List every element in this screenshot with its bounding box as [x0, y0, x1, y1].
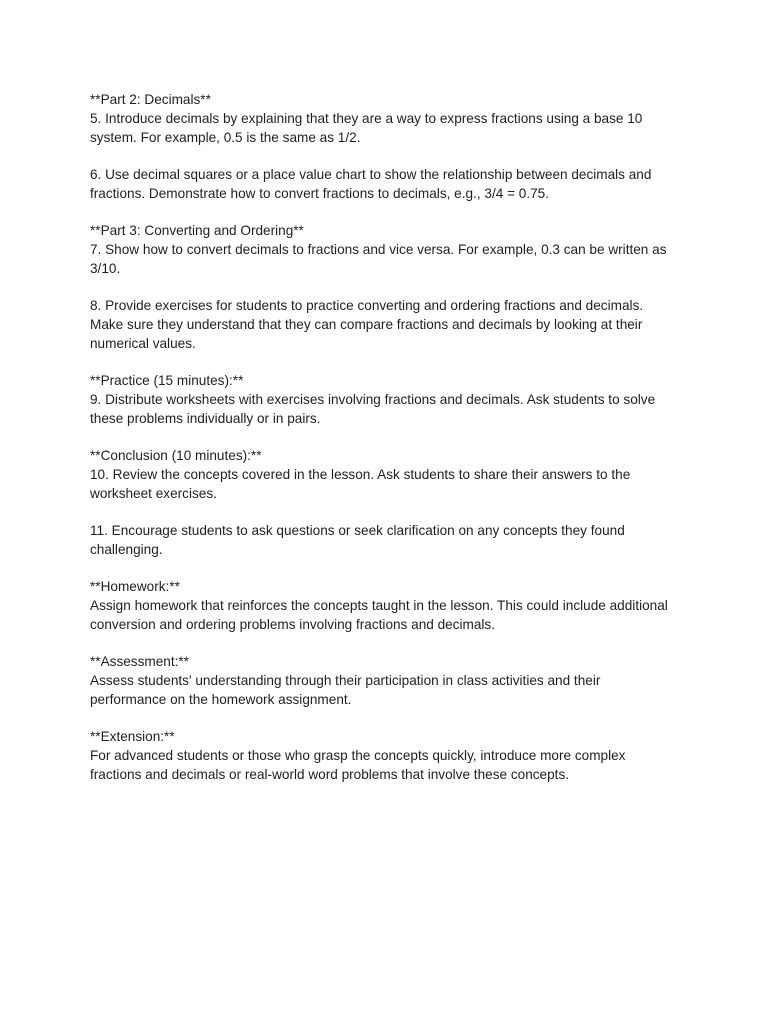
section-heading: **Extension:**	[90, 729, 175, 744]
paragraph-line: worksheet exercises.	[90, 486, 217, 501]
paragraph-line: performance on the homework assignment.	[90, 692, 352, 707]
paragraph-line: For advanced students or those who grasp the concepts quickly, introduce more complex	[90, 748, 626, 763]
section-heading: **Conclusion (10 minutes):**	[90, 448, 262, 463]
paragraph-line: 9. Distribute worksheets with exercises involving fractions and decimals. Ask students to solve	[90, 392, 656, 407]
paragraph-line: 8. Provide exercises for students to practice converting and ordering fractions and decimals.	[90, 298, 644, 313]
section-heading: **Part 2: Decimals**	[90, 92, 211, 107]
paragraph-line: fractions. Demonstrate how to convert fractions to decimals, e.g., 3/4 = 0.75.	[90, 186, 550, 201]
section-heading: **Homework:**	[90, 579, 180, 594]
section-heading: **Assessment:**	[90, 654, 189, 669]
paragraph-line: 7. Show how to convert decimals to fractions and vice versa. For example, 0.3 can be written as	[90, 242, 667, 257]
conclusion-section	[90, 446, 690, 503]
paragraph-line: Assess students' understanding through their participation in class activities and their	[90, 673, 601, 688]
paragraph-line: 6. Use decimal squares or a place value chart to show the relationship between decimals and	[90, 167, 652, 182]
paragraph-line: 5. Introduce decimals by explaining that they are a way to express fractions using a base 10	[90, 111, 643, 126]
paragraph-line: challenging.	[90, 542, 163, 557]
section-heading: **Practice (15 minutes):**	[90, 373, 244, 388]
paragraph-line: Make sure they understand that they can compare fractions and decimals by looking at their	[90, 317, 643, 332]
paragraph-line: system. For example, 0.5 is the same as 1/2.	[90, 130, 361, 145]
paragraph-line: 3/10.	[90, 261, 121, 276]
extension-section	[90, 727, 690, 784]
homework-section	[90, 577, 690, 634]
part-2-section	[90, 90, 690, 147]
document-page	[90, 90, 690, 802]
paragraph-line: Assign homework that reinforces the concepts taught in the lesson. This could include additional	[90, 598, 668, 613]
paragraph-line: conversion and ordering problems involving fractions and decimals.	[90, 617, 496, 632]
step-11-paragraph	[90, 521, 690, 559]
paragraph-line: numerical values.	[90, 336, 196, 351]
section-heading: **Part 3: Converting and Ordering**	[90, 223, 304, 238]
paragraph-line: 11. Encourage students to ask questions or seek clarification on any concepts they found	[90, 523, 625, 538]
paragraph-line: these problems individually or in pairs.	[90, 411, 321, 426]
paragraph-line: fractions and decimals or real-world word problems that involve these concepts.	[90, 767, 570, 782]
paragraph-line: 10. Review the concepts covered in the lesson. Ask students to share their answers to the	[90, 467, 631, 482]
practice-section	[90, 371, 690, 428]
step-6-paragraph	[90, 165, 690, 203]
assessment-section	[90, 652, 690, 709]
part-3-section	[90, 221, 690, 278]
step-8-paragraph	[90, 296, 690, 353]
